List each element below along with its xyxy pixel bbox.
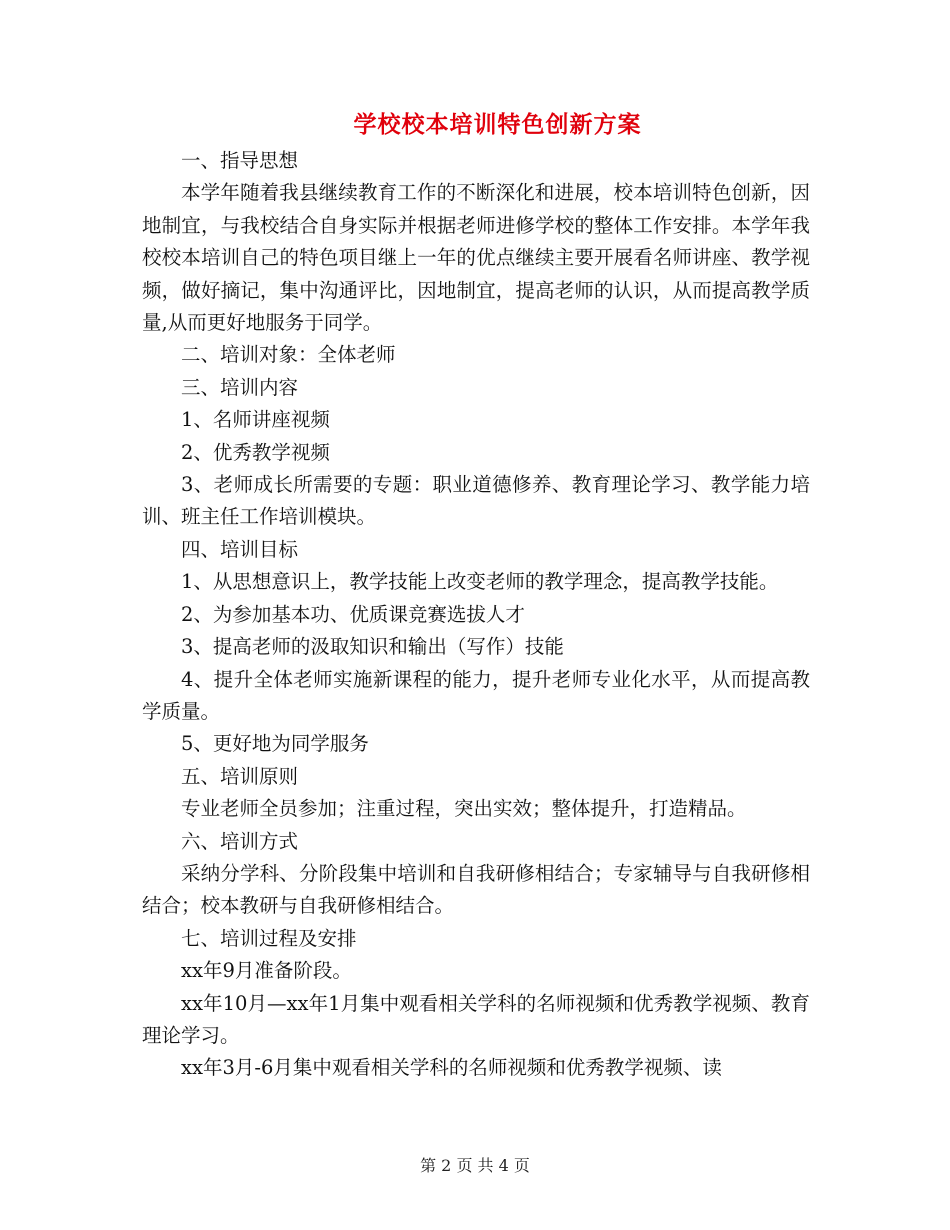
heading-guiding-ideology: 一、指导思想 — [181, 149, 299, 172]
goal-item-3: 3、提高老师的汲取知识和输出（写作）技能 — [181, 635, 564, 659]
page-footer: 第 2 页 共 4 页 — [420, 1156, 530, 1175]
paragraph-guiding-ideology: 本学年随着我县继续教育工作的不断深化和进展，校本培训特色创新，因地制宜，与我校结合自身实际并根据老师进修学校的整体工作安排。本学年我校校本培训自己的特色项目继上一年的优点继续主要开展看名师讲座、教学视频，做好摘记，集中沟通评比，因地制宜，提高老师的认识，从而提高教学质量,从而更好地服务于同学。 — [142, 181, 810, 335]
content-item-3: 3、老师成长所需要的专题：职业道德修养、教育理论学习、教学能力培训、班主任工作培训模块。 — [142, 473, 810, 529]
goal-item-5: 5、更好地为同学服务 — [181, 732, 369, 756]
goal-item-2: 2、为参加基本功、优质课竞赛选拔人才 — [181, 602, 525, 626]
process-item-3: xx年3月-6月集中观看相关学科的名师视频和优秀教学视频、读 — [181, 1056, 722, 1080]
document-title: 学校校本培训特色创新方案 — [353, 111, 642, 138]
document-body — [142, 145, 810, 1085]
heading-training-methods: 六、培训方式 — [181, 829, 299, 853]
paragraph-training-methods: 采纳分学科、分阶段集中培训和自我研修相结合；专家辅导与自我研修相结合；校本教研与自我研修相结合。 — [142, 861, 810, 918]
heading-training-process: 七、培训过程及安排 — [181, 926, 357, 950]
heading-training-principles: 五、培训原则 — [181, 764, 299, 788]
paragraph-training-principles: 专业老师全员参加；注重过程，突出实效；整体提升，打造精品。 — [181, 797, 747, 821]
content-item-2: 2、优秀教学视频 — [181, 440, 330, 464]
content-item-1: 1、名师讲座视频 — [181, 408, 330, 432]
goal-item-4: 4、提升全体老师实施新课程的能力，提升老师专业化水平，从而提高教学质量。 — [142, 667, 810, 723]
process-item-2: xx年10月—xx年1月集中观看相关学科的名师视频和优秀教学视频、教育理论学习。 — [142, 991, 810, 1047]
goal-item-1: 1、从思想意识上，教学技能上改变老师的教学理念，提高教学技能。 — [181, 570, 779, 594]
heading-training-goals: 四、培训目标 — [181, 537, 299, 561]
heading-training-target: 二、培训对象：全体老师 — [181, 343, 396, 367]
heading-training-content: 三、培训内容 — [181, 375, 299, 399]
process-item-1: xx年9月准备阶段。 — [181, 959, 352, 983]
